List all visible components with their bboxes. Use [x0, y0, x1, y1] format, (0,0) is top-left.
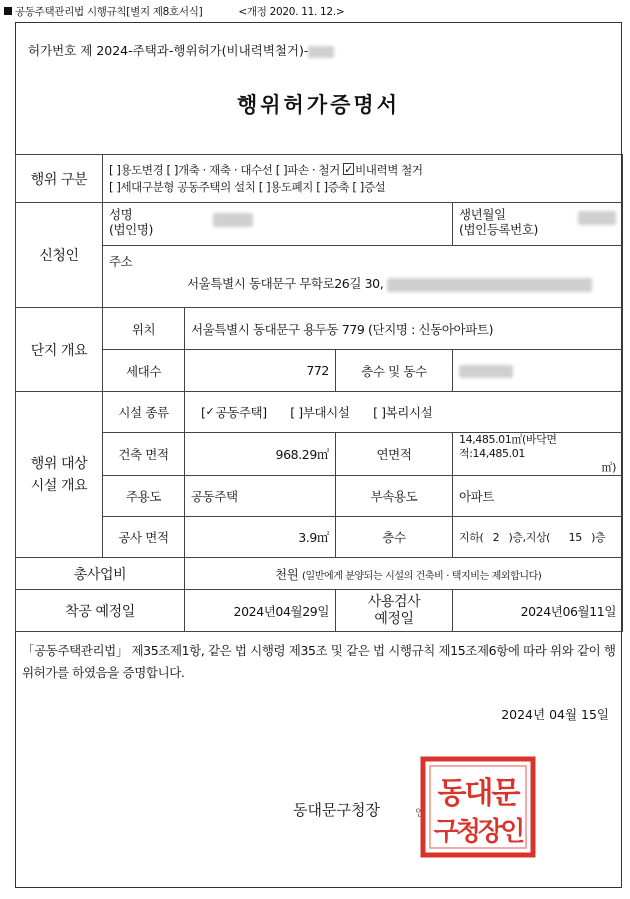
- facility-label-2: 시설 개요: [30, 477, 88, 494]
- main-use-label: 주용도: [103, 476, 185, 517]
- floors-value: 지하( 2 )층,지상( 15 )층: [453, 517, 623, 558]
- applicant-row-1: [16, 203, 623, 246]
- permit-number-label: 허가번호 제 2024-주택과-행위허가(비내력벽철거)-: [28, 43, 309, 58]
- facility-label-1: 행위 대상: [30, 455, 88, 472]
- cost-unit: 천원: [275, 566, 299, 582]
- cost-value: [185, 558, 623, 590]
- redacted-birth: [578, 211, 616, 225]
- option-extension[interactable]: [ ]증축: [316, 179, 350, 194]
- checked-box-icon: [343, 163, 354, 175]
- total-area-value-2: ㎡): [601, 461, 617, 474]
- applicant-row-2: [16, 246, 623, 308]
- action-type-label: 행위 구분: [16, 155, 103, 203]
- issuer-name: 동대문구청장: [293, 801, 380, 819]
- birth-label: 생년월일: [459, 207, 506, 222]
- option-addition[interactable]: [ ]증설: [352, 179, 386, 194]
- inspection-label-1: 사용검사: [367, 593, 421, 610]
- birth-label-corp: (법인등록번호): [459, 222, 539, 237]
- svg-text:동대문: 동대문: [437, 776, 519, 811]
- building-floors-cell: [453, 350, 623, 392]
- households-value: 772: [185, 350, 336, 392]
- checkmark-icon: ✓: [205, 405, 215, 418]
- total-area-value-1: 14,485.01㎡(바닥면적:14,485.01: [459, 433, 557, 460]
- name-label-corp: (법인명): [109, 222, 153, 237]
- building-area-value: 968.29㎡: [185, 433, 336, 476]
- redacted-floors: [459, 365, 513, 378]
- redacted-address: [387, 278, 592, 292]
- option-welfare[interactable]: [ ]복리시설: [373, 405, 433, 420]
- floors-label: 층수: [336, 517, 453, 558]
- redacted-permit-number: [308, 46, 334, 58]
- applicant-address-cell: [103, 246, 623, 308]
- option-nonbearing-wall-removal[interactable]: ✓ 비내력벽 철거: [344, 162, 423, 177]
- building-floors-label: 층수 및 동수: [336, 350, 453, 392]
- complex-row-1: [16, 308, 623, 350]
- certification-text: 「공동주택관리법」 제35조제1항, 같은 법 시행령 제35조 및 같은 법 시행규칙 제15조제6항에 따라 위와 같이 행위허가를 하였음을 증명합니다.: [22, 643, 616, 680]
- facility-label: [16, 392, 103, 558]
- location-value: 서울특별시 동대문구 용두동 779 (단지명 : 신동아아파트): [185, 308, 623, 350]
- option-ancillary[interactable]: [ ]부대시설: [290, 405, 350, 420]
- main-use-value: 공동주택: [185, 476, 336, 517]
- checked-box-icon: [205, 405, 215, 418]
- total-area-label: 연면적: [336, 433, 453, 476]
- complex-label: 단지 개요: [16, 308, 103, 392]
- applicant-label: 신청인: [16, 203, 103, 308]
- seal-mark: 인: [415, 808, 425, 819]
- address-label: 주소: [109, 254, 133, 269]
- facility-type-options: [185, 392, 623, 433]
- cost-note: (일반에게 분양되는 시설의 건축비 · 택지비는 제외합니다): [301, 570, 542, 582]
- option-demolition[interactable]: [ ]파손 · 철거: [275, 162, 340, 177]
- page-title: 행위허가증명서: [236, 93, 400, 117]
- checkmark-icon: ✓: [344, 162, 353, 176]
- name-label: 성명: [109, 207, 133, 222]
- sub-use-label: 부속용도: [336, 476, 453, 517]
- permit-number: [28, 41, 334, 59]
- facility-row-4: [16, 517, 623, 558]
- option-split-unit[interactable]: [ ]세대구분형 공동주택의 설치: [109, 179, 256, 194]
- sub-use-value: 아파트: [453, 476, 623, 517]
- address-value: 서울특별시 동대문구 무학로26길 30,: [187, 276, 384, 291]
- action-type-options: [103, 155, 623, 203]
- applicant-name-cell: [103, 203, 453, 246]
- work-area-label: 공사 면적: [103, 517, 185, 558]
- start-date-label: 착공 예정일: [16, 590, 185, 632]
- facility-row-3: [16, 476, 623, 517]
- svg-text:구청장인: 구청장인: [433, 817, 523, 847]
- inspection-date-label: [336, 590, 453, 632]
- permit-form-table: [15, 154, 623, 632]
- certificate-frame: [15, 22, 622, 888]
- issue-date: 2024년 04월 15일: [501, 707, 609, 722]
- form-header: [4, 4, 344, 19]
- facility-row-1: [16, 392, 623, 433]
- cost-label: 총사업비: [16, 558, 185, 590]
- option-use-abolition[interactable]: [ ]용도폐지: [258, 179, 314, 194]
- form-name: 공동주택관리법 시행규칙[별지 제8호서식]: [15, 6, 203, 18]
- location-label: 위치: [103, 308, 185, 350]
- option-use-change[interactable]: [ ]용도변경: [109, 162, 164, 177]
- square-bullet-icon: [4, 7, 12, 15]
- option-reconstruction[interactable]: [ ]개축 · 재축 · 대수선: [166, 162, 273, 177]
- start-date-value: 2024년04월29일: [185, 590, 336, 632]
- inspection-label-2: 예정일: [374, 610, 414, 627]
- building-area-label: 건축 면적: [103, 433, 185, 476]
- applicant-birth-cell: [453, 203, 623, 246]
- households-label: 세대수: [103, 350, 185, 392]
- option-apartment[interactable]: [ ✓ 공동주택]: [201, 405, 267, 420]
- official-seal-icon: [420, 756, 536, 858]
- facility-row-2: [16, 433, 623, 476]
- facility-type-label: 시설 종류: [103, 392, 185, 433]
- schedule-row: [16, 590, 623, 632]
- action-type-row: [16, 155, 623, 203]
- work-area-value: 3.9㎡: [185, 517, 336, 558]
- inspection-date-value: 2024년06월11일: [453, 590, 623, 632]
- revision-date: <개정 2020. 11. 12.>: [238, 6, 345, 18]
- complex-row-2: [16, 350, 623, 392]
- total-area-value: [453, 433, 623, 476]
- cost-row: [16, 558, 623, 590]
- redacted-name: [213, 213, 253, 227]
